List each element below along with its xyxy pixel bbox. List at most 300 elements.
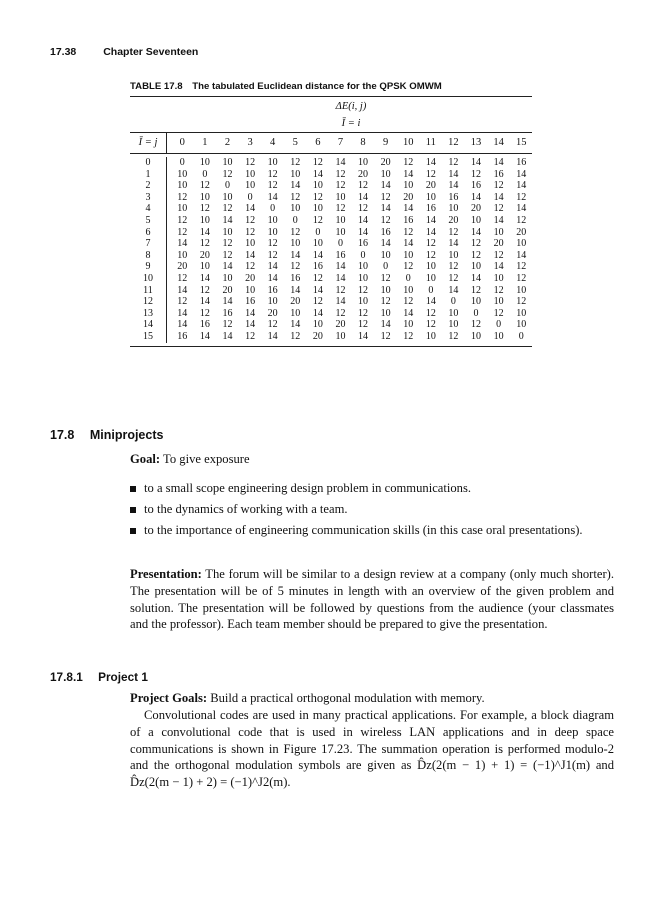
table-cell: 12: [267, 238, 278, 250]
table-cell: 10: [177, 168, 188, 180]
table-cell: 20: [267, 307, 278, 319]
table-cell: 14: [358, 214, 369, 226]
table-sub-header: Ī = i: [341, 118, 361, 129]
table-cell: 20: [245, 272, 256, 284]
table-cell: 14: [177, 284, 188, 296]
table-column-header: 13: [470, 137, 482, 148]
table-cell: 14: [403, 307, 414, 319]
table-cell: 14: [493, 214, 504, 226]
table-cell: 14: [199, 226, 210, 238]
table-cell: 12: [380, 191, 391, 203]
table-cell: 14: [335, 296, 346, 308]
table-cell: 10: [425, 261, 436, 273]
table-cell: 12: [335, 168, 346, 180]
table-cell: 0: [360, 249, 366, 261]
table-cell: 10: [267, 296, 278, 308]
table-caption: [130, 81, 442, 92]
table-cell: 14: [290, 284, 301, 296]
table-row-cells: [167, 215, 533, 227]
table-cell: 14: [245, 319, 256, 331]
table-cell: 12: [267, 249, 278, 261]
table-cell: 12: [425, 238, 436, 250]
project-goals-text: Build a practical orthogonal modulation with memory.: [210, 691, 485, 705]
table-cell: 10: [403, 319, 414, 331]
table-cell: 10: [471, 261, 482, 273]
chapter-title: Chapter Seventeen: [103, 46, 199, 58]
table-cell: 12: [516, 272, 527, 284]
table-cell: 10: [199, 191, 210, 203]
table-cell: 12: [335, 307, 346, 319]
table-cell: 14: [471, 272, 482, 284]
table-cell: 12: [245, 330, 256, 342]
table-cell: 12: [358, 180, 369, 192]
table-row-label: 3: [130, 192, 167, 204]
project-goals-label: Project Goals:: [130, 691, 208, 705]
table-cell: 14: [267, 330, 278, 342]
table-cell: 12: [199, 284, 210, 296]
table-cell: 10: [177, 180, 188, 192]
table-cell: 12: [245, 214, 256, 226]
table-cell: 20: [425, 180, 436, 192]
table-cell: 14: [471, 157, 482, 168]
table-cell: 10: [312, 203, 323, 215]
table-cell: 16: [493, 168, 504, 180]
table-cell: 20: [493, 238, 504, 250]
table-cell: 10: [335, 226, 346, 238]
table-cell: 16: [177, 330, 188, 342]
bullet-square-icon: [130, 528, 136, 534]
table-row-cells: [167, 169, 533, 181]
table-cell: 16: [312, 261, 323, 273]
table-cell: 14: [380, 319, 391, 331]
table-cell: 12: [403, 157, 414, 168]
table-row-cells: [167, 261, 533, 273]
table-column-header: 2: [224, 137, 231, 148]
table-column-header: 5: [292, 137, 298, 148]
table-row-cells: [167, 203, 533, 215]
table-cell: 14: [222, 296, 233, 308]
table-cell: 10: [245, 180, 256, 192]
section-number: 17.8: [50, 428, 75, 442]
table-cell: 10: [199, 261, 210, 273]
table-cell: 12: [425, 249, 436, 261]
table-cell: 12: [380, 296, 391, 308]
table-cell: 10: [380, 249, 391, 261]
list-item: [130, 522, 614, 539]
table-cell: 10: [335, 330, 346, 342]
table-cell: 10: [358, 272, 369, 284]
table-row-label: 14: [130, 319, 167, 331]
table-cell: 10: [493, 226, 504, 238]
table-cell: 14: [403, 203, 414, 215]
table-cell: 12: [471, 168, 482, 180]
table-row-cells: [167, 273, 533, 285]
table-cell: 20: [335, 319, 346, 331]
table-cell: 10: [177, 249, 188, 261]
table-cell: 12: [493, 284, 504, 296]
table-row-cells: [167, 157, 533, 169]
presentation-label: Presentation:: [130, 567, 202, 581]
table-cell: 16: [425, 203, 436, 215]
table-cell: 0: [450, 296, 456, 308]
table-row: [130, 227, 532, 239]
subsection-heading: [50, 670, 148, 684]
table-row-cells: [167, 296, 533, 308]
table-cell: 12: [199, 307, 210, 319]
table-cell: 10: [493, 296, 504, 308]
table-cell: 14: [177, 307, 188, 319]
table-cell: 12: [448, 226, 459, 238]
table-cell: 14: [380, 180, 391, 192]
table-cell: 12: [290, 191, 301, 203]
table-cell: 12: [245, 261, 256, 273]
table-cell: 14: [516, 180, 527, 192]
table-cell: 20: [448, 214, 459, 226]
table-row: [130, 169, 532, 181]
table-row: [130, 296, 532, 308]
table-row-label: 10: [130, 273, 167, 285]
table-cell: 10: [290, 168, 301, 180]
table-cell: 14: [380, 238, 391, 250]
table-cell: 14: [267, 191, 278, 203]
table-row: [130, 273, 532, 285]
table-cell: 14: [335, 272, 346, 284]
presentation-text: The forum will be similar to a design review at a company (only much shorter). The presentation will be of 5 minutes in length with an overview of the given problem and solution. The presentation will be followed by questions from the audience (your classmates and the professor). Each team member should be prepared to give the presentation.: [130, 567, 615, 632]
table-column-header: 0: [179, 137, 185, 148]
table-cell: 14: [177, 319, 188, 331]
table-column-header: 6: [315, 137, 321, 148]
table-row-label: 15: [130, 331, 167, 343]
table-column-header: 4: [270, 137, 276, 148]
table-row: [130, 192, 532, 204]
table-column-header: 15: [515, 137, 527, 148]
table-cell: 14: [335, 261, 346, 273]
table-row: [130, 261, 532, 273]
table-cell: 16: [267, 284, 278, 296]
table-cell: 16: [290, 272, 301, 284]
table-cell: 10: [380, 307, 391, 319]
table-cell: 0: [247, 191, 253, 203]
equation-two: D̂z(2(m − 1) + 2) = (−1)^J2(m).: [130, 775, 291, 790]
table-cell: 14: [290, 180, 301, 192]
table-cell: 14: [448, 168, 459, 180]
table-cell: 14: [267, 261, 278, 273]
table-row: [130, 319, 532, 331]
table-cell: 12: [312, 214, 323, 226]
page-header: [50, 46, 198, 58]
table-cell: 14: [290, 249, 301, 261]
table-cell: 10: [516, 238, 527, 250]
table-cell: 12: [448, 261, 459, 273]
table-row-label: 13: [130, 308, 167, 320]
table-cell: 12: [267, 319, 278, 331]
project-description-text: Convolutional codes are used in many practical applications. For example, a block diagram of a convolutional code that is used in wireless LAN applications and in deep space communications is shown in Figure 17.23. The summation operation is performed modulo-2 and the orthogonal modulation symbols are given as: [130, 708, 614, 773]
table-cell: 0: [315, 226, 321, 238]
table-row: [130, 215, 532, 227]
table-cell: 0: [518, 330, 524, 342]
table-cell: 12: [267, 180, 278, 192]
table-cell: 12: [245, 226, 256, 238]
table-cell: 12: [471, 319, 482, 331]
bullet-square-icon: [130, 486, 136, 492]
table-cell: 14: [516, 203, 527, 215]
table-cell: 10: [199, 157, 210, 168]
table-cell: 14: [312, 168, 323, 180]
goal-bullet-list: [130, 480, 614, 542]
table-cell: 10: [222, 191, 233, 203]
table-row-cells: [167, 250, 533, 262]
table-cell: 12: [312, 296, 323, 308]
table-cell: 14: [177, 238, 188, 250]
table-cell: 14: [222, 214, 233, 226]
table-column-header: 10: [402, 137, 414, 148]
table-cell: 14: [199, 272, 210, 284]
table-cell: 12: [177, 272, 188, 284]
table-cell: 10: [403, 180, 414, 192]
table-row-cells: [167, 319, 533, 331]
table-row-label: 1: [130, 169, 167, 181]
table-cell: 12: [290, 226, 301, 238]
table-cell: 0: [202, 168, 208, 180]
goal-label: Goal:: [130, 452, 161, 466]
table-cell: 14: [335, 157, 346, 168]
goal-text: To give exposure: [163, 452, 250, 466]
table-cell: 0: [383, 261, 389, 273]
table-cell: 14: [358, 191, 369, 203]
section-title: Miniprojects: [89, 428, 164, 442]
section-heading: [50, 428, 163, 442]
table-cell: 10: [493, 330, 504, 342]
table-cell: 14: [516, 249, 527, 261]
table-cell: 12: [516, 191, 527, 203]
table-cell: 12: [380, 214, 391, 226]
bullet-square-icon: [130, 507, 136, 513]
table-cell: 14: [267, 272, 278, 284]
table-row: [130, 331, 532, 343]
table-column-header: 7: [337, 137, 344, 148]
table-cell: 10: [380, 168, 391, 180]
table-cell: 10: [380, 284, 391, 296]
table-cell: 10: [290, 238, 301, 250]
table-cell: 10: [290, 307, 301, 319]
table-row: [130, 157, 532, 169]
table-cell: 16: [448, 191, 459, 203]
table-cell: 12: [403, 296, 414, 308]
table-cell: 20: [358, 168, 369, 180]
table-cell: 14: [448, 238, 459, 250]
project-description-paragraph: [130, 707, 614, 791]
table-cell: 10: [222, 272, 233, 284]
table-cell: 0: [224, 180, 230, 192]
table-cell: 12: [516, 214, 527, 226]
table-row: [130, 250, 532, 262]
table-stub-header: Ī = j: [130, 133, 167, 153]
table-row-label: 6: [130, 227, 167, 239]
table-cell: 12: [471, 249, 482, 261]
table-row-label: 12: [130, 296, 167, 308]
table-cell: 12: [177, 226, 188, 238]
table-cell: 10: [516, 284, 527, 296]
table-cell: 0: [270, 203, 276, 215]
table-cell: 10: [448, 203, 459, 215]
table-cell: 12: [448, 272, 459, 284]
table-row-label: 4: [130, 203, 167, 215]
table-cell: 10: [493, 272, 504, 284]
table-cell: 10: [516, 319, 527, 331]
table-cell: 0: [473, 307, 479, 319]
table-cell: 12: [312, 272, 323, 284]
table-cell: 20: [516, 226, 527, 238]
table-cell: 10: [177, 203, 188, 215]
table-cell: 14: [448, 180, 459, 192]
table-cell: 14: [471, 191, 482, 203]
table-column-headers: [167, 133, 533, 153]
table-cell: 12: [177, 296, 188, 308]
table-row-cells: [167, 180, 533, 192]
table-cell: 10: [448, 249, 459, 261]
table-cell: 14: [425, 214, 436, 226]
table-cell: 10: [267, 214, 278, 226]
table-row-cells: [167, 285, 533, 297]
table-row-cells: [167, 227, 533, 239]
table-cell: 12: [380, 330, 391, 342]
table-cell: 20: [312, 330, 323, 342]
table-cell: 14: [312, 307, 323, 319]
table-cell: 12: [335, 203, 346, 215]
table-cell: 12: [290, 330, 301, 342]
table-cell: 14: [471, 226, 482, 238]
table-cell: 12: [267, 168, 278, 180]
table-cell: 14: [199, 330, 210, 342]
table-cell: 10: [358, 157, 369, 168]
list-item: [130, 501, 614, 518]
table-cell: 14: [403, 168, 414, 180]
table-cell: 12: [358, 319, 369, 331]
equation-join: and: [595, 758, 614, 773]
table-cell: 0: [428, 284, 434, 296]
table-row-label: 9: [130, 261, 167, 273]
table-cell: 0: [179, 157, 185, 168]
table-cell: 10: [335, 191, 346, 203]
table-cell: 12: [177, 191, 188, 203]
table-cell: 14: [312, 284, 323, 296]
table-cell: 12: [448, 157, 459, 168]
table-cell: 14: [493, 157, 504, 168]
table-cell: 12: [425, 307, 436, 319]
table-row-label: 11: [130, 285, 167, 297]
table-cell: 20: [403, 191, 414, 203]
table-cell: 16: [380, 226, 391, 238]
bullet-text: to the dynamics of working with a team.: [144, 501, 348, 516]
table-cell: 10: [403, 249, 414, 261]
table-column-header: 11: [425, 137, 436, 148]
table-cell: 10: [425, 330, 436, 342]
table-cell: 14: [245, 203, 256, 215]
table-cell: 12: [222, 249, 233, 261]
table-cell: 0: [496, 319, 502, 331]
table-caption-label: TABLE 17.8: [130, 81, 183, 92]
table-cell: 12: [335, 284, 346, 296]
table-cell: 14: [403, 238, 414, 250]
table-cell: 14: [425, 157, 436, 168]
table-cell: 12: [403, 226, 414, 238]
table-body: [130, 154, 532, 346]
table-cell: 10: [448, 319, 459, 331]
table-cell: 12: [471, 284, 482, 296]
table-cell: 14: [493, 261, 504, 273]
table-cell: 12: [245, 157, 256, 168]
table-cell: 10: [358, 261, 369, 273]
project-goals-paragraph: [130, 690, 614, 707]
table-column-header-row: [130, 133, 532, 153]
presentation-paragraph: [130, 566, 614, 633]
table-cell: 12: [312, 191, 323, 203]
table-cell: 12: [448, 330, 459, 342]
table-cell: 12: [425, 168, 436, 180]
table-column-header: 3: [247, 137, 253, 148]
table-cell: 16: [245, 296, 256, 308]
table-cell: 16: [222, 307, 233, 319]
table-cell: 10: [245, 238, 256, 250]
table-cell: 20: [380, 157, 391, 168]
table-row: [130, 203, 532, 215]
table-cell: 12: [335, 180, 346, 192]
table-cell: 12: [493, 180, 504, 192]
table-cell: 10: [335, 214, 346, 226]
table-cell: 10: [267, 157, 278, 168]
table-row: [130, 308, 532, 320]
table-cell: 10: [403, 284, 414, 296]
table-cell: 10: [471, 296, 482, 308]
table-cell: 10: [471, 330, 482, 342]
table-caption-text: The tabulated Euclidean distance for the QPSK OMWM: [192, 81, 442, 92]
table-cell: 12: [222, 319, 233, 331]
table-row-cells: [167, 331, 533, 343]
table-cell: 20: [290, 296, 301, 308]
table-cell: 10: [290, 203, 301, 215]
table-cell: 20: [471, 203, 482, 215]
table-cell: 12: [312, 157, 323, 168]
table-cell: 12: [471, 238, 482, 250]
table-cell: 10: [245, 168, 256, 180]
bullet-text: to the importance of engineering communication skills (in this case oral presentations).: [144, 522, 583, 537]
table-cell: 20: [222, 284, 233, 296]
list-item: [130, 480, 614, 497]
table-row-cells: [167, 238, 533, 250]
table-cell: 16: [335, 249, 346, 261]
table-cell: 20: [199, 249, 210, 261]
table-cell: 12: [358, 307, 369, 319]
table-cell: 14: [312, 249, 323, 261]
table-row-label: 7: [130, 238, 167, 250]
table-cell: 0: [405, 272, 411, 284]
table-cell: 14: [222, 261, 233, 273]
table-row-label: 5: [130, 215, 167, 227]
table-bottom-rule: [130, 346, 532, 347]
table-cell: 12: [516, 296, 527, 308]
table-cell: 10: [312, 238, 323, 250]
table-cell: 10: [516, 307, 527, 319]
table-cell: 14: [380, 203, 391, 215]
table-cell: 10: [199, 214, 210, 226]
table-column-header: 9: [383, 137, 389, 148]
table-cell: 14: [425, 226, 436, 238]
distance-table: [130, 96, 532, 347]
table-cell: 14: [199, 296, 210, 308]
table-cell: 12: [222, 168, 233, 180]
table-cell: 16: [516, 157, 527, 168]
table-cell: 14: [425, 296, 436, 308]
